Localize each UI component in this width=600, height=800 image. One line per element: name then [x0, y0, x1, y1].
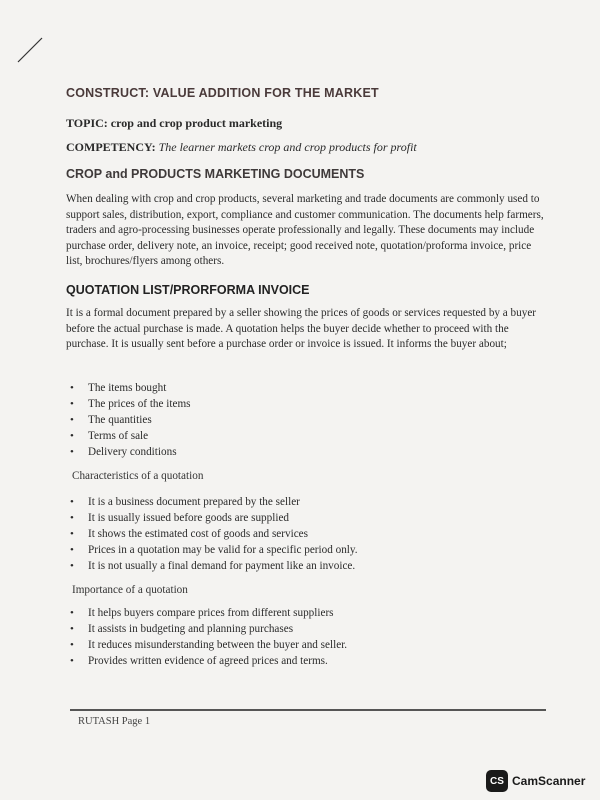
list-item: • Terms of sale — [66, 428, 536, 444]
crop-documents-paragraph: When dealing with crop and crop products, several marketing and trade documents are commonly used to support sales, distribution, export, compliance and customer communication. The documents help farmers, traders and agro-processing businesses operate professionally and legally. These documents may include purchase order, delivery note, an invoice, receipt; good received note, quotation/proforma invoice, price list, brochures/flyers among others. — [66, 193, 544, 268]
importance-list — [66, 605, 536, 669]
list-item: • Prices in a quotation may be valid for a specific period only. — [66, 542, 536, 558]
quotation-heading: QUOTATION LIST/PRORFORMA INVOICE — [66, 283, 310, 297]
characteristics-list — [66, 494, 536, 574]
list-item: • Delivery conditions — [66, 444, 536, 460]
pen-mark-icon — [12, 30, 52, 70]
list-item: • It helps buyers compare prices from different suppliers — [66, 605, 536, 621]
camscanner-watermark — [486, 770, 585, 792]
list-item: • It is usually issued before goods are supplied — [66, 510, 536, 526]
importance-title: Importance of a quotation — [72, 584, 188, 596]
quotation-paragraph: It is a formal document prepared by a seller showing the prices of goods or services requested by a buyer before the actual purchase is made. A quotation helps the buyer decide whether to proceed with the purchase. It is usually sent before a purchase order or invoice is issued. It informs the buyer about; — [66, 307, 537, 351]
topic-line — [66, 116, 546, 131]
topic-value: crop and crop product marketing — [107, 116, 283, 130]
characteristics-title: Characteristics of a quotation — [72, 470, 204, 482]
list-item: • Provides written evidence of agreed prices and terms. — [66, 653, 536, 669]
list-item: • The quantities — [66, 412, 536, 428]
list-item: • It is a business document prepared by the seller — [66, 494, 536, 510]
camscanner-logo-icon: CS — [486, 770, 508, 792]
footer-divider — [70, 709, 546, 711]
competency-value: The learner markets crop and crop products for profit — [155, 140, 417, 154]
list-item: • It is not usually a final demand for payment like an invoice. — [66, 558, 536, 574]
list-item: • It reduces misunderstanding between the buyer and seller. — [66, 637, 536, 653]
footer-page-label: RUTASH Page 1 — [78, 716, 151, 727]
crop-documents-heading: CROP and PRODUCTS MARKETING DOCUMENTS — [66, 167, 365, 181]
informs-list — [66, 380, 536, 460]
camscanner-name: CamScanner — [512, 774, 586, 788]
competency-label: COMPETENCY: — [66, 140, 156, 154]
competency-line — [66, 140, 546, 155]
topic-label: TOPIC: — [66, 116, 108, 130]
list-item: • The items bought — [66, 380, 536, 396]
list-item: • It shows the estimated cost of goods and services — [66, 526, 536, 542]
list-item: • It assists in budgeting and planning purchases — [66, 621, 536, 637]
construct-heading: CONSTRUCT: VALUE ADDITION FOR THE MARKET — [66, 86, 379, 100]
list-item: • The prices of the items — [66, 396, 536, 412]
